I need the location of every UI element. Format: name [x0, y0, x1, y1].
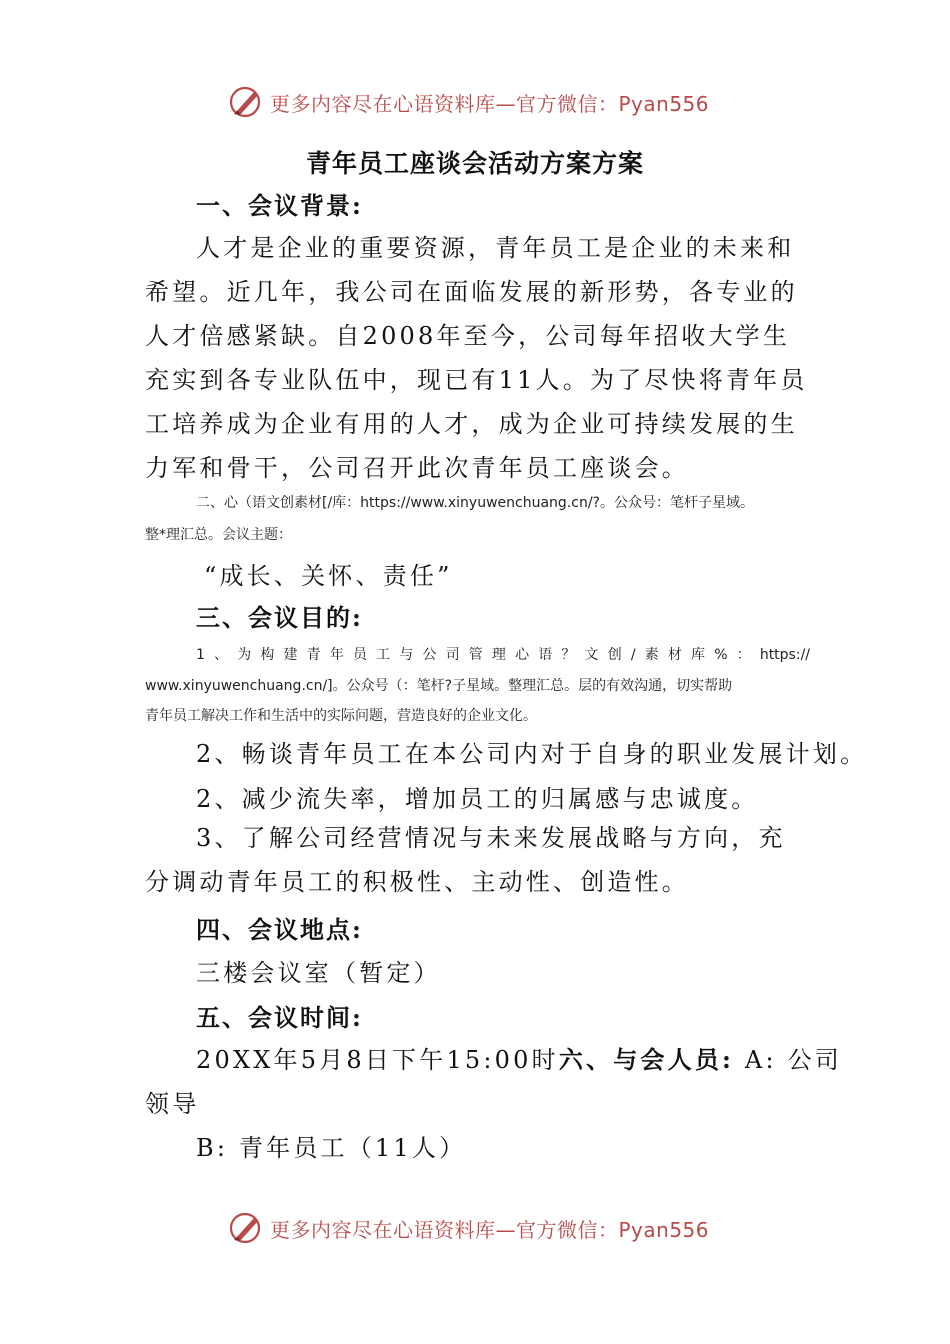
purpose-item-2: 2、畅谈青年员工在本公司内对于自身的职业发展计划。: [196, 740, 868, 768]
purpose-item-1-line-1: 1、为构建青年员工与公司管理心语？文创/素材库%：https://: [196, 647, 810, 663]
section-heading-background: 一、会议背景:: [196, 191, 363, 220]
pen-circle-logo-icon: [228, 84, 264, 120]
purpose-item-1-line-3: 青年员工解决工作和生活中的实际问题，营造良好的企业文化。: [145, 708, 537, 724]
section-heading-purpose: 三、会议目的:: [196, 603, 363, 632]
meeting-time: 20XX年5月8日下午15:00时: [196, 1046, 559, 1074]
background-paragraph: 人才是企业的重要资源，青年员工是企业的未来和希望。近几年，我公司在面临发展的新形势，各专业的人才倍感紧缺。自2008年至今，公司每年招收大学生充实到各专业队伍中，现已有11人。为了尽快将青年员工培养成为企业有用的人才，成为企业可持续发展的生力军和骨干，公司召开此次青年员工座谈会。: [145, 234, 808, 482]
section-heading-location: 四、会议地点:: [196, 915, 363, 944]
banner-text: 更多内容尽在心语资料库—官方微信：Pyan556: [270, 1217, 710, 1242]
time-and-attendees-line: [196, 1040, 842, 1075]
attendee-a: A: 公司: [734, 1046, 842, 1074]
topic-line-2: 整*理汇总。会议主题：: [145, 527, 292, 543]
section-heading-attendees: 六、与会人员:: [558, 1045, 735, 1074]
meeting-theme: “成长、关怀、责任”: [204, 562, 453, 590]
pen-circle-logo-icon: [228, 1210, 264, 1246]
attendee-b: B: 青年员工（11人）: [196, 1134, 467, 1162]
header-banner: [228, 82, 709, 122]
banner-text: 更多内容尽在心语资料库—官方微信：Pyan556: [270, 91, 710, 116]
document-title: 青年员工座谈会活动方案方案: [305, 149, 644, 178]
attendee-a-continued: 领导: [145, 1090, 200, 1118]
topic-line-1: 二、心（语文创素材[/库：https://www.xinyuwenchuang.cn/?。公众号：笔杆子星域。: [196, 495, 754, 511]
section-heading-time: 五、会议时间:: [196, 1003, 363, 1032]
footer-banner: [228, 1208, 709, 1248]
purpose-item-3: 2、减少流失率，增加员工的归属感与忠诚度。: [196, 785, 759, 813]
purpose-item-1-line-2: www.xinyuwenchuang.cn/]。公众号（：笔杆?子星域。整理汇总。层的有效沟通，切实帮助: [145, 678, 733, 694]
purpose-item-4: 3、了解公司经营情况与未来发展战略与方向，充分调动青年员工的积极性、主动性、创造性。: [145, 824, 786, 896]
location-text: 三楼会议室（暂定）: [196, 959, 441, 987]
